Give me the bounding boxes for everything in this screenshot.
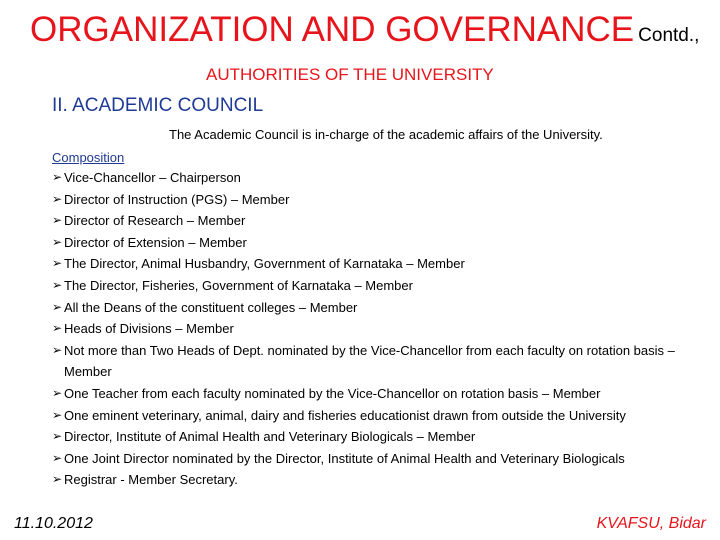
list-item — [52, 405, 712, 427]
composition-label: Composition — [52, 150, 125, 165]
list-item — [52, 253, 712, 275]
list-item — [52, 469, 712, 491]
slide-title — [30, 8, 699, 58]
member-text: One eminent veterinary, animal, dairy and fisheries educationist drawn from outside the University — [64, 407, 626, 423]
member-text: Director of Instruction (PGS) – Member — [64, 191, 290, 207]
intro-text: The Academic Council is in-charge of the academic affairs of the University. — [169, 127, 603, 142]
arrow-bullet-icon: ➢ — [52, 407, 63, 422]
member-text: Director of Research – Member — [64, 213, 246, 229]
list-item — [52, 275, 712, 297]
member-text: Director, Institute of Animal Health and Veterinary Biologicals – Member — [64, 429, 476, 445]
member-text: The Director, Animal Husbandry, Government of Karnataka – Member — [64, 256, 465, 272]
list-item — [52, 189, 712, 211]
arrow-bullet-icon: ➢ — [52, 170, 63, 184]
arrow-bullet-icon: ➢ — [52, 342, 63, 357]
list-item — [52, 426, 712, 448]
list-item — [52, 340, 712, 383]
arrow-bullet-icon: ➢ — [52, 429, 63, 444]
list-item — [52, 383, 712, 405]
list-item — [52, 448, 712, 470]
arrow-bullet-icon: ➢ — [52, 450, 63, 465]
member-text: Heads of Divisions – Member — [64, 321, 234, 337]
slide-subtitle: AUTHORITIES OF THE UNIVERSITY — [206, 65, 494, 84]
list-item — [52, 232, 712, 254]
arrow-bullet-icon: ➢ — [52, 191, 63, 206]
list-item — [52, 297, 712, 319]
arrow-bullet-icon: ➢ — [52, 321, 63, 336]
title-contd: Contd., — [638, 25, 700, 46]
list-item — [52, 210, 712, 232]
member-text: One Joint Director nominated by the Director, Institute of Animal Health and Veterinary Biologicals — [64, 450, 625, 466]
arrow-bullet-icon: ➢ — [52, 213, 63, 228]
member-text: Vice-Chancellor – Chairperson — [64, 170, 241, 185]
arrow-bullet-icon: ➢ — [52, 277, 63, 292]
arrow-bullet-icon: ➢ — [52, 299, 63, 314]
footer-org: KVAFSU, Bidar — [596, 515, 706, 532]
arrow-bullet-icon: ➢ — [52, 385, 63, 400]
member-list — [52, 167, 712, 491]
arrow-bullet-icon: ➢ — [52, 234, 63, 249]
list-item — [52, 167, 712, 189]
footer-date: 11.10.2012 — [14, 515, 93, 532]
member-text: Not more than Two Heads of Dept. nominated by the Vice-Chancellor from each faculty on rotation basis – Member — [64, 342, 675, 380]
arrow-bullet-icon: ➢ — [52, 256, 63, 271]
list-item — [52, 318, 712, 340]
section-heading: II. ACADEMIC COUNCIL — [52, 95, 264, 116]
member-text: Director of Extension – Member — [64, 234, 247, 250]
member-text: The Director, Fisheries, Government of Karnataka – Member — [64, 277, 413, 293]
arrow-bullet-icon: ➢ — [52, 472, 63, 487]
member-text: All the Deans of the constituent colleges – Member — [64, 299, 358, 315]
member-text: One Teacher from each faculty nominated by the Vice-Chancellor on rotation basis – Member — [64, 385, 601, 401]
member-text: Registrar - Member Secretary. — [64, 472, 238, 488]
title-main: ORGANIZATION AND GOVERNANCE — [30, 10, 635, 49]
